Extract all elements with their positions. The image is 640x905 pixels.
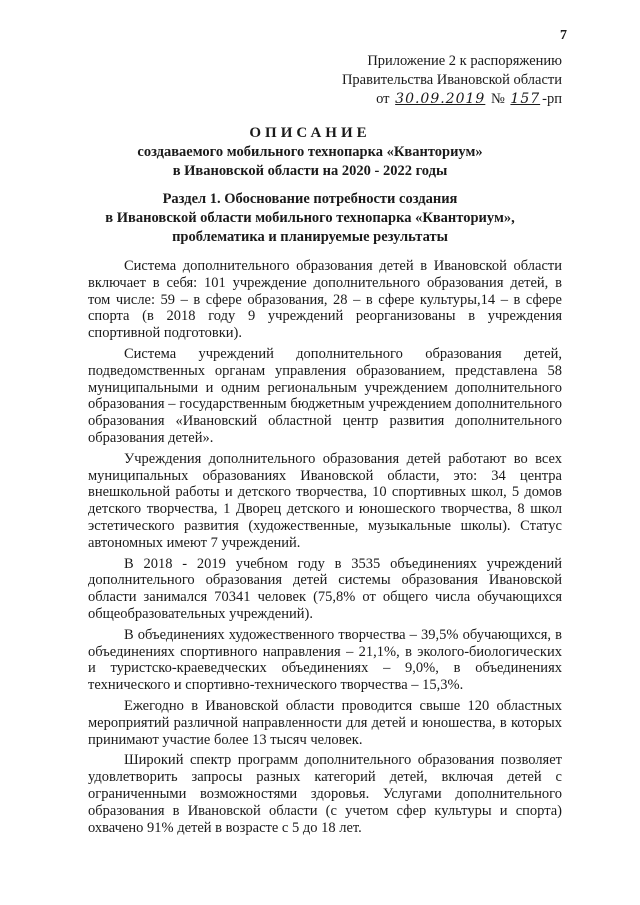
body-text: [88, 258, 562, 840]
date-prefix: от: [376, 91, 390, 107]
title-main: ОПИСАНИЕ: [249, 125, 371, 141]
section-line-3: проблематика и планируемые результаты: [172, 229, 448, 245]
date-value: 30.09.2019: [395, 91, 486, 107]
paragraph: Широкий спектр программ дополнительного образования позволяет удовлетворить запросы разных категорий детей, включая детей с ограниченными возможностями здоровья. Услугами дополнительного образования в Ивановской области (с учетом сфер культуры и спорта) охвачено 91% детей в возрасте с 5 до 18 лет.: [88, 752, 562, 836]
number-prefix: №: [490, 91, 505, 107]
paragraph: Система дополнительного образования детей в Ивановской области включает в себя: 101 учреждение дополнительного образования детей, в том числе: 59 – в сфере образования, 28 – в сфере культуры,14 – в сфере спорта (в 2018 году 9 учреждений реорганизованы в учреждения спортивной подготовки).: [88, 258, 562, 342]
number-value: 157: [510, 91, 541, 107]
page-number: 7: [560, 28, 567, 43]
appendix-line-1: Приложение 2 к распоряжению: [367, 53, 562, 69]
paragraph: В объединениях художественного творчества – 39,5% обучающихся, в объединениях спортивного направления – 21,1%, в эколого-биологических и туристско-краеведческих объединениях – 9,0%, в объединениях технического и спортивно-технического творчества – 15,3%.: [88, 626, 562, 694]
paragraph: Учреждения дополнительного образования детей работают во всех муниципальных образованиях Ивановской области, это: 34 центра внешкольной работы и детского творчества, 10 спортивных школ, 5 домов детского творчества, 1 Дворец детского и юношеского творчества, 8 школ эстетического развития (художественные, музыкальные школы). Статус автономных имеют 7 учреждений.: [88, 450, 562, 551]
section-line-1: Раздел 1. Обоснование потребности создания: [162, 191, 458, 207]
section-heading: [60, 190, 560, 247]
paragraph: В 2018 - 2019 учебном году в 3535 объединениях учреждений дополнительного образования детей системы образования Ивановской области занимался 70341 человек (75,8% от общего числа обучающихся общеобразовательных учреждений).: [88, 555, 562, 622]
paragraph: Ежегодно в Ивановской области проводится свыше 120 областных мероприятий различной направленности для детей и юношества, в которых принимают участие более 13 тысяч человек.: [88, 697, 562, 748]
number-suffix: -рп: [542, 91, 562, 107]
title-line-2: создаваемого мобильного технопарка «Кванториум»: [137, 144, 483, 160]
appendix-line-2: Правительства Ивановской области: [341, 72, 562, 88]
title-line-3: в Ивановской области на 2020 - 2022 годы: [172, 163, 448, 179]
section-line-2: в Ивановской области мобильного технопарка «Кванториум»,: [105, 210, 515, 226]
document-title: [60, 124, 560, 181]
appendix-date-line: [300, 90, 562, 109]
appendix-header: [300, 52, 562, 109]
paragraph: Система учреждений дополнительного образования детей, подведомственных органам управления образованием, представлена 58 муниципальными и одним региональным учреждением дополнительного образования – государственным бюджетным учреждением дополнительного образования «Ивановский областной центр развития дополнительного образования детей».: [88, 345, 562, 446]
